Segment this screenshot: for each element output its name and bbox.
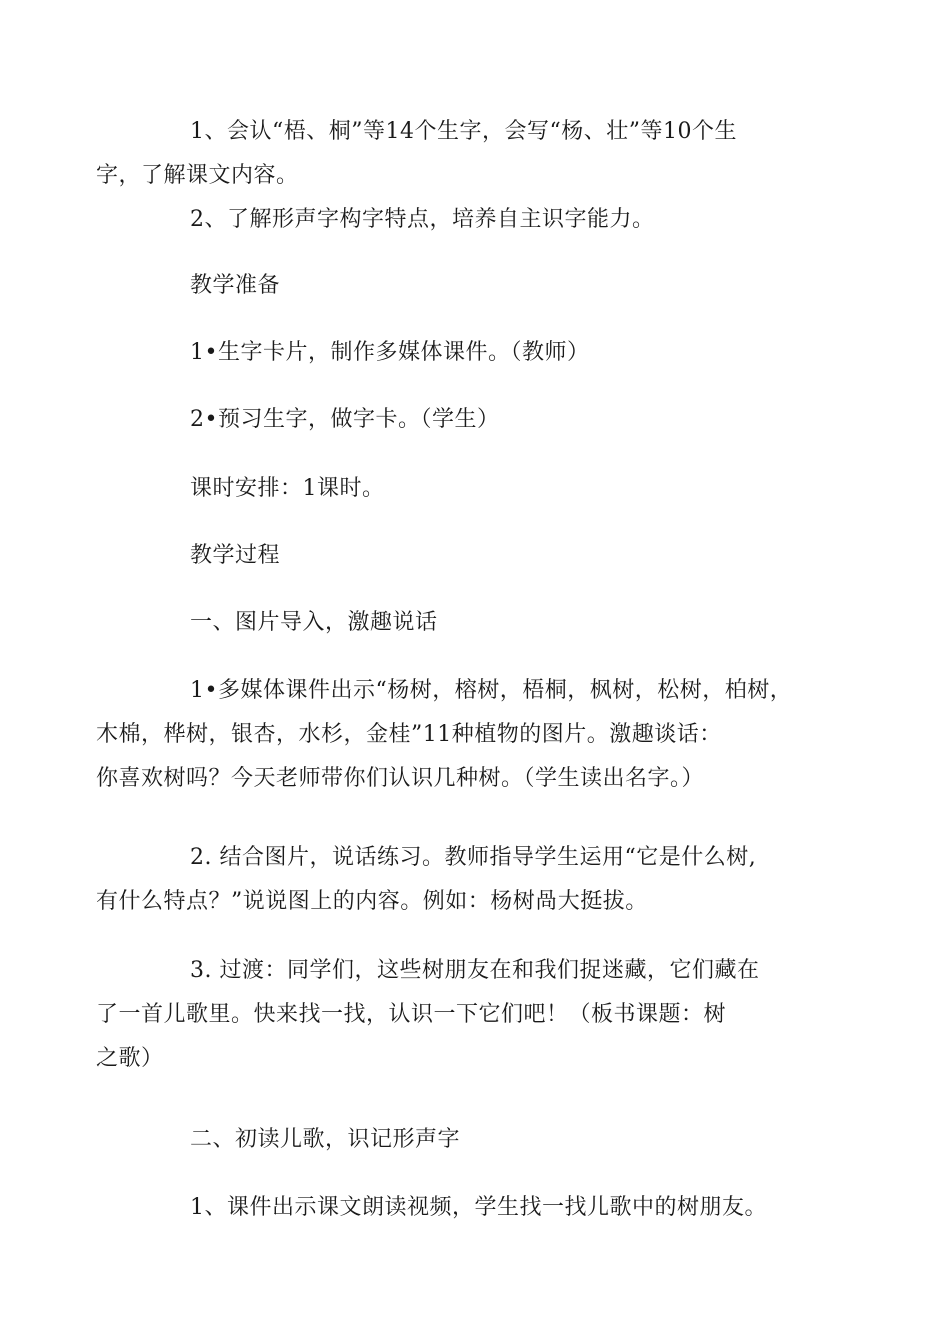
text-line: 3. 过渡：同学们，这些树朋友在和我们捉迷藏，它们藏在 [190, 958, 760, 983]
text-line: 二、初读儿歌，识记形声字 [190, 1127, 461, 1152]
text-line: 有什么特点？”说说图上的内容。例如：杨树咼大挺拔。 [96, 889, 648, 914]
prep-1-paragraph [143, 331, 811, 375]
text-line: 之歌） [96, 1046, 164, 1071]
section-2-title [143, 1118, 811, 1162]
text-line: 1•多媒体课件出示“杨树，榕树，梧桐，枫树，松树，柏树， [190, 678, 793, 703]
step-1-3-paragraph [96, 949, 811, 1081]
text-line: 了一首儿歌里。快来找一找，认识一下它们吧！（板书课题：树 [96, 1002, 727, 1027]
text-line: 课时安排：1课时。 [190, 476, 385, 501]
step-1-1-paragraph [96, 669, 811, 801]
text-line: 2、了解形声字构字特点，培养自主识字能力。 [190, 207, 655, 232]
step-2-1-paragraph [143, 1186, 811, 1230]
schedule-paragraph [143, 467, 811, 511]
text-line: 1、会认“梧、桐”等14个生字，会写“杨、壮”等10个生 [190, 119, 737, 144]
objective-2-paragraph [143, 198, 811, 242]
text-line: 2. 结合图片，说话练习。教师指导学生运用“它是什么树, [190, 845, 757, 870]
text-line: 教学准备 [190, 273, 281, 298]
text-line: 教学过程 [190, 543, 281, 568]
step-1-2-paragraph [96, 836, 811, 924]
text-line: 字，了解课文内容。 [96, 163, 299, 188]
text-line: 1、课件出示课文朗读视频，学生找一找儿歌中的树朋友。 [190, 1195, 767, 1220]
text-line: 2•预习生字，做字卡。（学生） [190, 407, 500, 432]
text-line: 一、图片导入，激趣说话 [190, 610, 438, 635]
objective-1-paragraph [96, 110, 811, 198]
process-heading [143, 534, 811, 578]
text-line: 木棉，桦树，银杏，水杉，金桂”11种植物的图片。激趣谈话： [96, 722, 722, 747]
prep-2-paragraph [143, 398, 811, 442]
preparation-heading [143, 264, 811, 308]
text-line: 1•生字卡片，制作多媒体课件。（教师） [190, 340, 590, 365]
section-1-title [143, 601, 811, 645]
text-line: 你喜欢树吗？今天老师带你们认识几种树。（学生读出名字。） [96, 766, 705, 791]
